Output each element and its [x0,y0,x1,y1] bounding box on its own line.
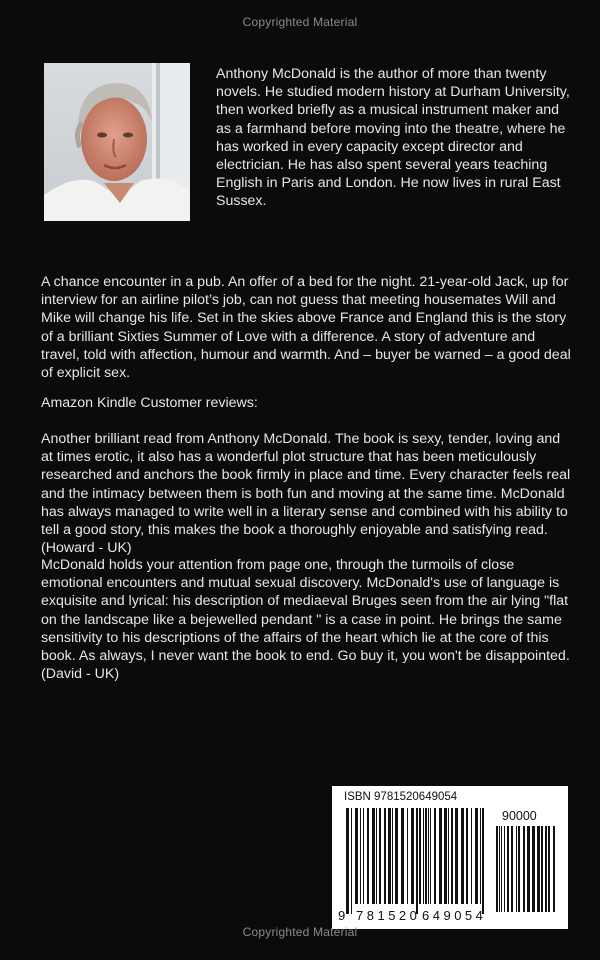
isbn-barcode [332,786,568,929]
reviews-heading: Amazon Kindle Customer reviews: [41,395,258,411]
barcode-digit-lead: 9 [338,908,346,923]
author-bio: Anthony McDonald is the author of more than twenty novels. He studied modern history at Durham University, then worked briefly as a musical instrument maker and as a farmhand before moving into the theatre, where he has worked in every capacity except director and electrician. He has also spent several years teaching English in Paris and London. He now lives in rural East Sussex. [216,66,570,210]
review-david: McDonald holds your attention from page one, through the turmoils of close emotional encounters and mutual sexual discovery. McDonald's use of language is exquisite and lyrical: his description of mediaeval Bruges seen from the air lying "flat on the landscape like a bejewelled pendant " is a case in point. He brings the same sensitivity to his descriptions of the affairs of the heart which lie at the core of this book. As always, I never want the book to end. Go buy it, you won't be disappointed. (David - UK) [41,557,570,683]
review-howard: Another brilliant read from Anthony McDonald. The book is sexy, tender, loving and at times erotic, it also has a wonderful plot structure that has been meticulously researched and anchors the book firmly in place and time. Every character feels real and the intimacy between them is both fun and moving at the same time. McDonald has always managed to write well in a literary sense and combined with his ability to tell a good story, this makes the book a thoroughly enjoyable and satisfying read. (Howard - UK) [41,431,571,557]
price-code: 90000 [502,809,537,823]
watermark-top: Copyrighted Material [242,15,358,29]
isbn-label: ISBN 9781520649054 [344,791,458,803]
book-blurb: A chance encounter in a pub. An offer of a bed for the night. 21-year-old Jack, up for interview for an airline pilot’s job, can not guess that meeting housemates Will and Mike will change his life. Set in the skies above France and England this is the story of a brilliant Sixties Summer of Love with a difference. A story of adventure and travel, told with affection, humour and warmth. And – buyer be warned – a good deal of explicit sex. [41,274,571,382]
author-photo [44,63,190,221]
barcode-digits-right: 649054 [422,908,487,923]
barcode-digits-left: 781520 [356,908,421,923]
watermark-bottom: Copyrighted Material [242,925,358,939]
